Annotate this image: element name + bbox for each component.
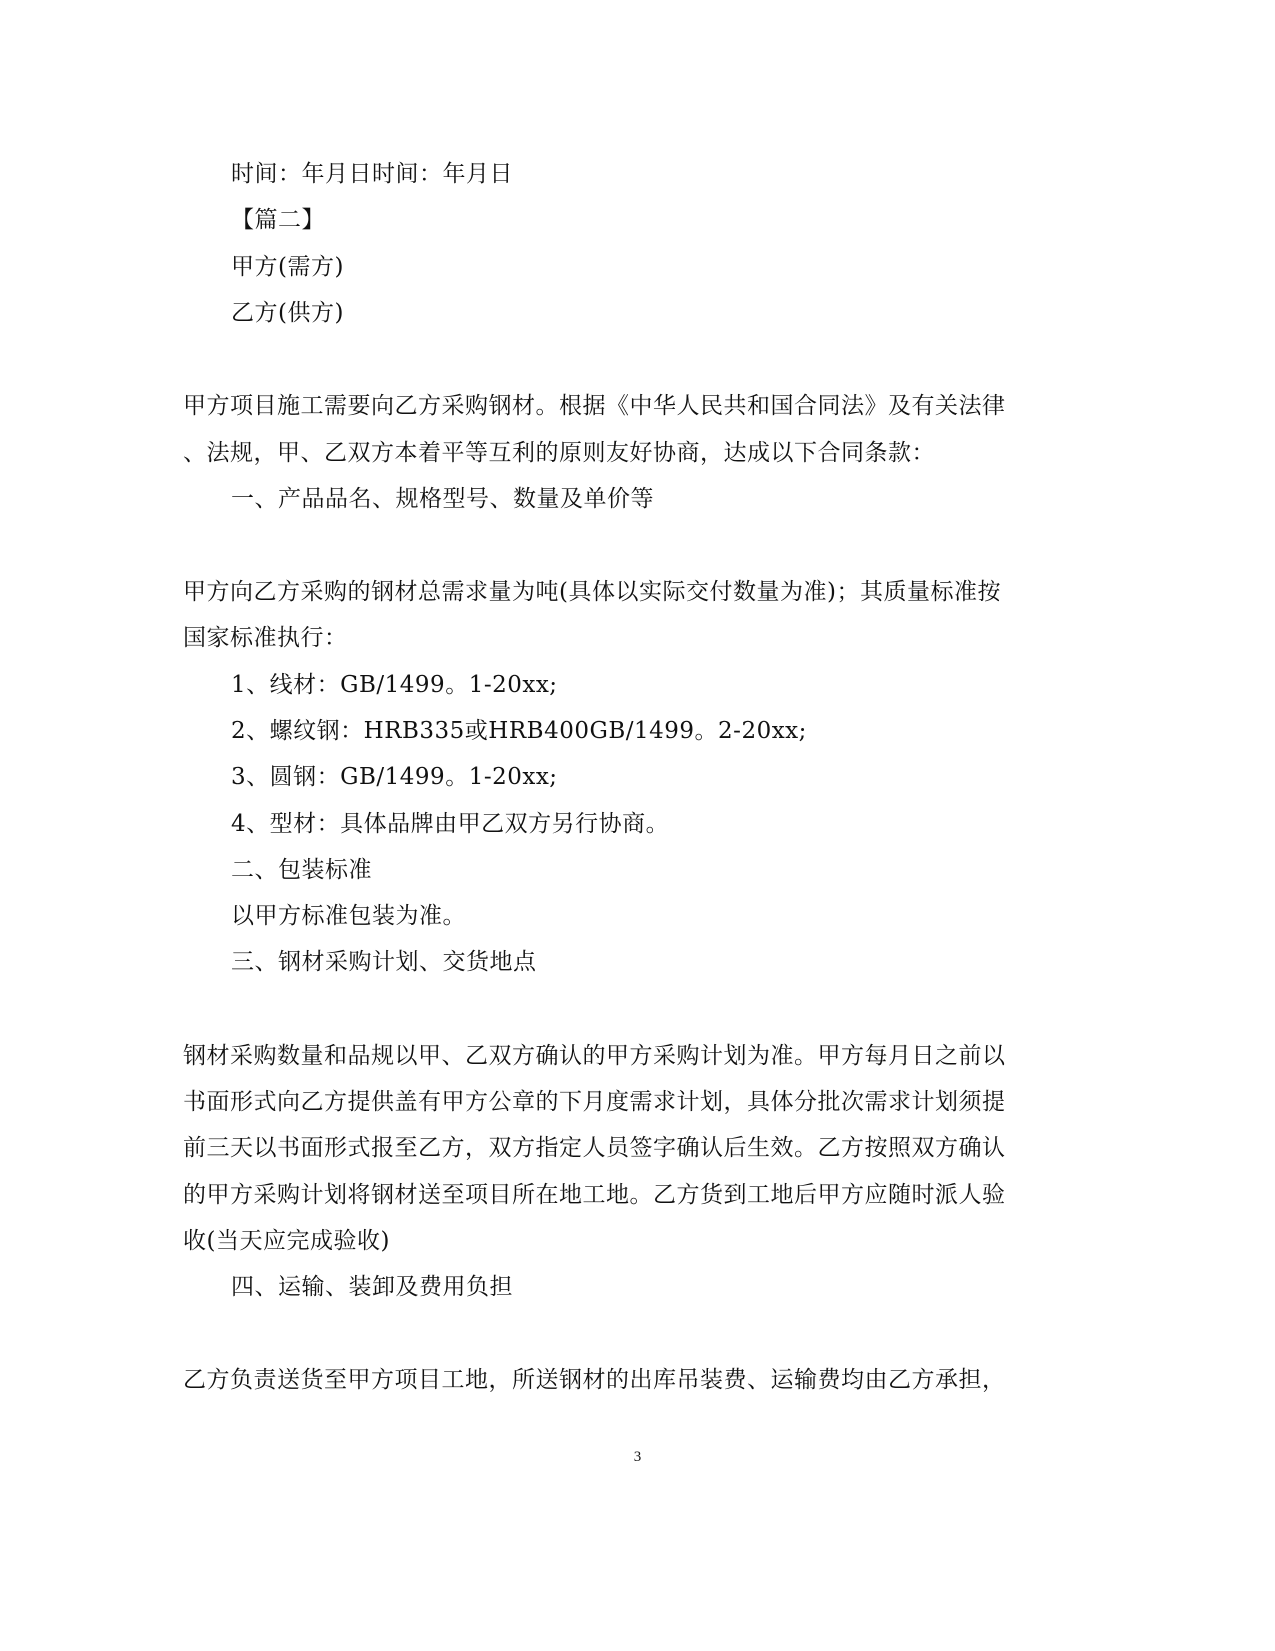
party-b-label: 乙方(供方) [231, 300, 344, 326]
list-item-3: 3、圆钢：GB/1499。1-20xx; [231, 764, 558, 790]
paragraph-intro-line-2: 、法规，甲、乙双方本着平等互利的原则友好协商，达成以下合同条款： [183, 440, 935, 466]
paragraph-plan-line-3: 前三天以书面形式报至乙方，双方指定人员签字确认后生效。乙方按照双方确认 [183, 1135, 1006, 1161]
clause-heading-1: 一、产品品名、规格型号、数量及单价等 [231, 486, 654, 512]
date-line: 时间：年月日时间：年月日 [231, 161, 513, 187]
clause-heading-4: 四、运输、装卸及费用负担 [231, 1274, 513, 1300]
paragraph-intro-line-1: 甲方项目施工需要向乙方采购钢材。根据《中华人民共和国合同法》及有关法律 [183, 393, 1006, 419]
paragraph-quantity-line-2: 国家标准执行： [183, 625, 348, 651]
paragraph-quantity-line-1: 甲方向乙方采购的钢材总需求量为吨(具体以实际交付数量为准)；其质量标准按 [183, 579, 1001, 605]
section-heading-part-two: 【篇二】 [231, 207, 325, 233]
clause-heading-3: 三、钢材采购计划、交货地点 [231, 949, 537, 975]
paragraph-plan-line-4: 的甲方采购计划将钢材送至项目所在地工地。乙方货到工地后甲方应随时派人验 [183, 1182, 1006, 1208]
paragraph-plan-line-2: 书面形式向乙方提供盖有甲方公章的下月度需求计划，具体分批次需求计划须提 [183, 1089, 1006, 1115]
party-a-label: 甲方(需方) [231, 254, 344, 280]
paragraph-plan-line-1: 钢材采购数量和品规以甲、乙双方确认的甲方采购计划为准。甲方每月日之前以 [183, 1043, 1006, 1069]
list-item-1: 1、线材：GB/1499。1-20xx; [231, 672, 558, 698]
clause-heading-2: 二、包装标准 [231, 857, 372, 883]
paragraph-plan-line-5: 收(当天应完成验收) [183, 1228, 390, 1254]
list-item-2: 2、螺纹钢：HRB335或HRB400GB/1499。2-20xx; [231, 718, 807, 744]
packaging-text: 以甲方标准包装为准。 [231, 903, 466, 929]
page-number: 3 [633, 1449, 642, 1465]
paragraph-transport-line-1: 乙方负责送货至甲方项目工地，所送钢材的出库吊装费、运输费均由乙方承担， [183, 1367, 1006, 1393]
list-item-4: 4、型材：具体品牌由甲乙双方另行协商。 [231, 811, 670, 837]
